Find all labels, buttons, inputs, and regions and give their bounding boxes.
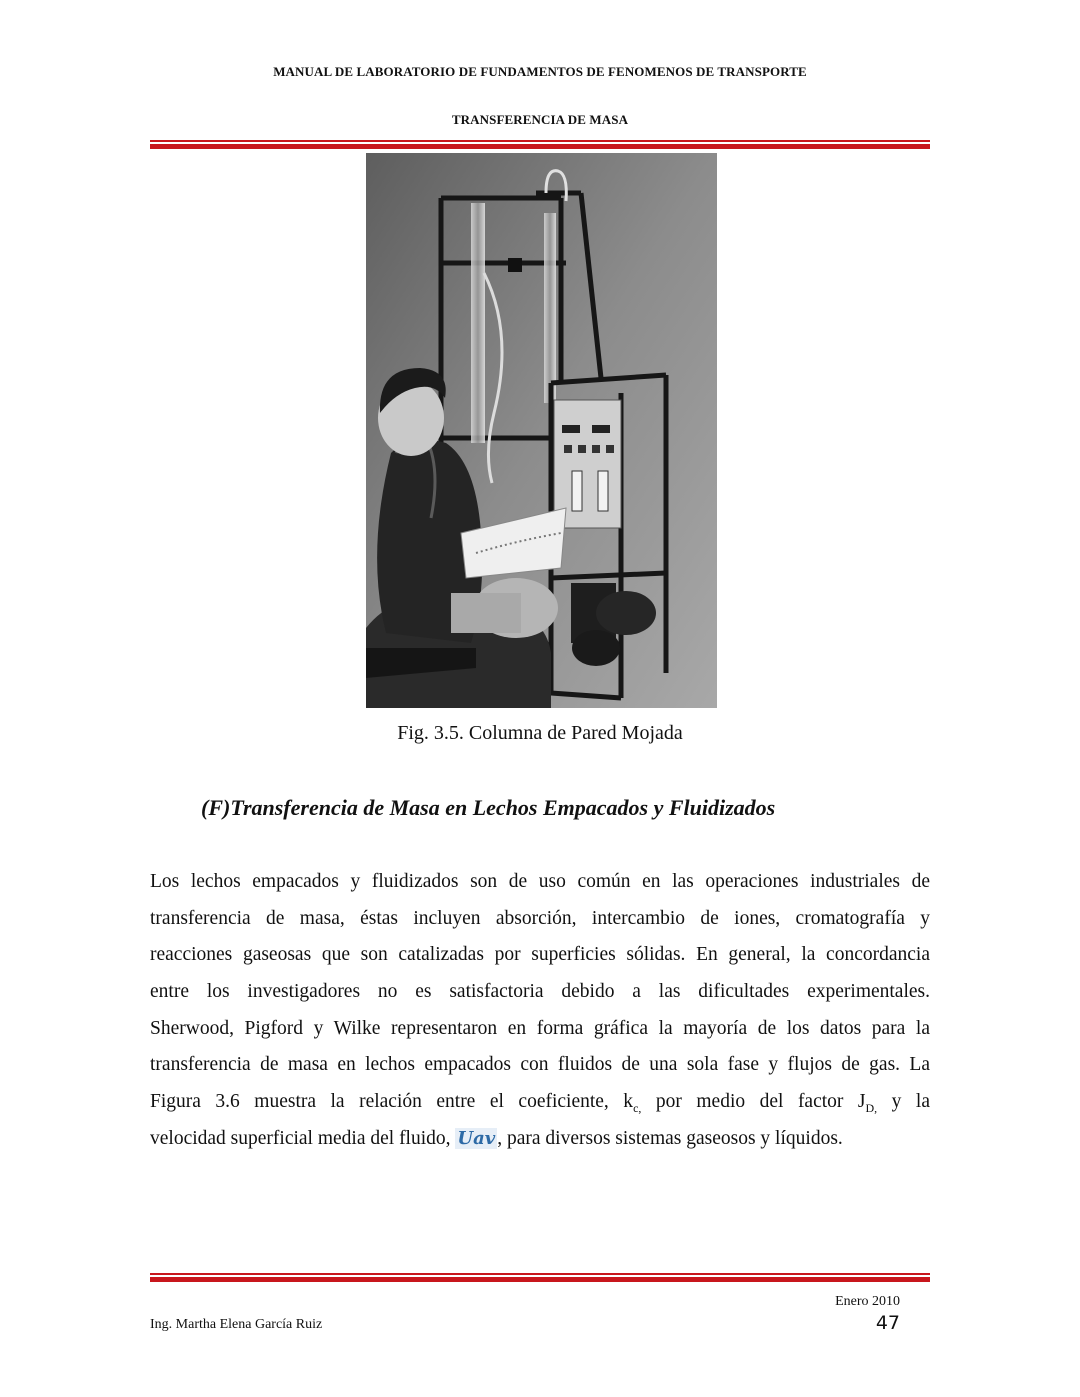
- paragraph-line: entre los investigadores no es satisfactoria debido a las dificultades experimentales.: [150, 981, 930, 1003]
- body-paragraph: [150, 864, 930, 1158]
- jd-subscript: D,: [865, 1101, 878, 1116]
- paragraph-line: transferencia de masa, éstas incluyen absorción, intercambio de iones, cromatografía y: [150, 907, 930, 929]
- paragraph-line: reacciones gaseosas que son catalizadas por superficies sólidas. En general, la concordancia: [150, 944, 930, 966]
- uav-symbol: Uav: [457, 1127, 496, 1149]
- footer-date: Enero 2010: [835, 1294, 900, 1309]
- footer-author: Ing. Martha Elena García Ruiz: [150, 1317, 323, 1332]
- line7-before: Figura 3.6 muestra la relación entre el coeficiente, k: [150, 1091, 634, 1113]
- wetted-wall-column-photo: [366, 153, 717, 708]
- footer-divider: [150, 1273, 930, 1282]
- paragraph-line-8: [150, 1121, 930, 1158]
- paragraph-line: Los lechos empacados y fluidizados son de uso común en las operaciones industriales de: [150, 871, 930, 892]
- paragraph-line-7: [150, 1084, 930, 1121]
- line8-after: , para diversos sistemas gaseosos y líquidos.: [497, 1127, 843, 1149]
- paragraph-line: Sherwood, Pigford y Wilke representaron en forma gráfica la mayoría de los datos para la: [150, 1017, 930, 1039]
- kc-subscript: c,: [633, 1101, 642, 1116]
- document-header-title: MANUAL DE LABORATORIO DE FUNDAMENTOS DE FENOMENOS DE TRANSPORTE: [273, 64, 807, 79]
- line8-before: velocidad superficial media del fluido,: [150, 1127, 456, 1149]
- document-header-subtitle: TRANSFERENCIA DE MASA: [451, 112, 629, 127]
- paragraph-line: transferencia de masa en lechos empacados con fluidos de una sola fase y flujos de gas. La: [150, 1054, 930, 1076]
- figure-caption: Fig. 3.5. Columna de Pared Mojada: [397, 722, 683, 744]
- page-number: 47: [875, 1312, 900, 1334]
- line7-after: y la: [877, 1091, 930, 1113]
- header-divider: [150, 140, 930, 149]
- section-heading: (F)Transferencia de Masa en Lechos Empacados y Fluidizados: [201, 795, 776, 820]
- line7-middle: por medio del factor J: [641, 1091, 866, 1113]
